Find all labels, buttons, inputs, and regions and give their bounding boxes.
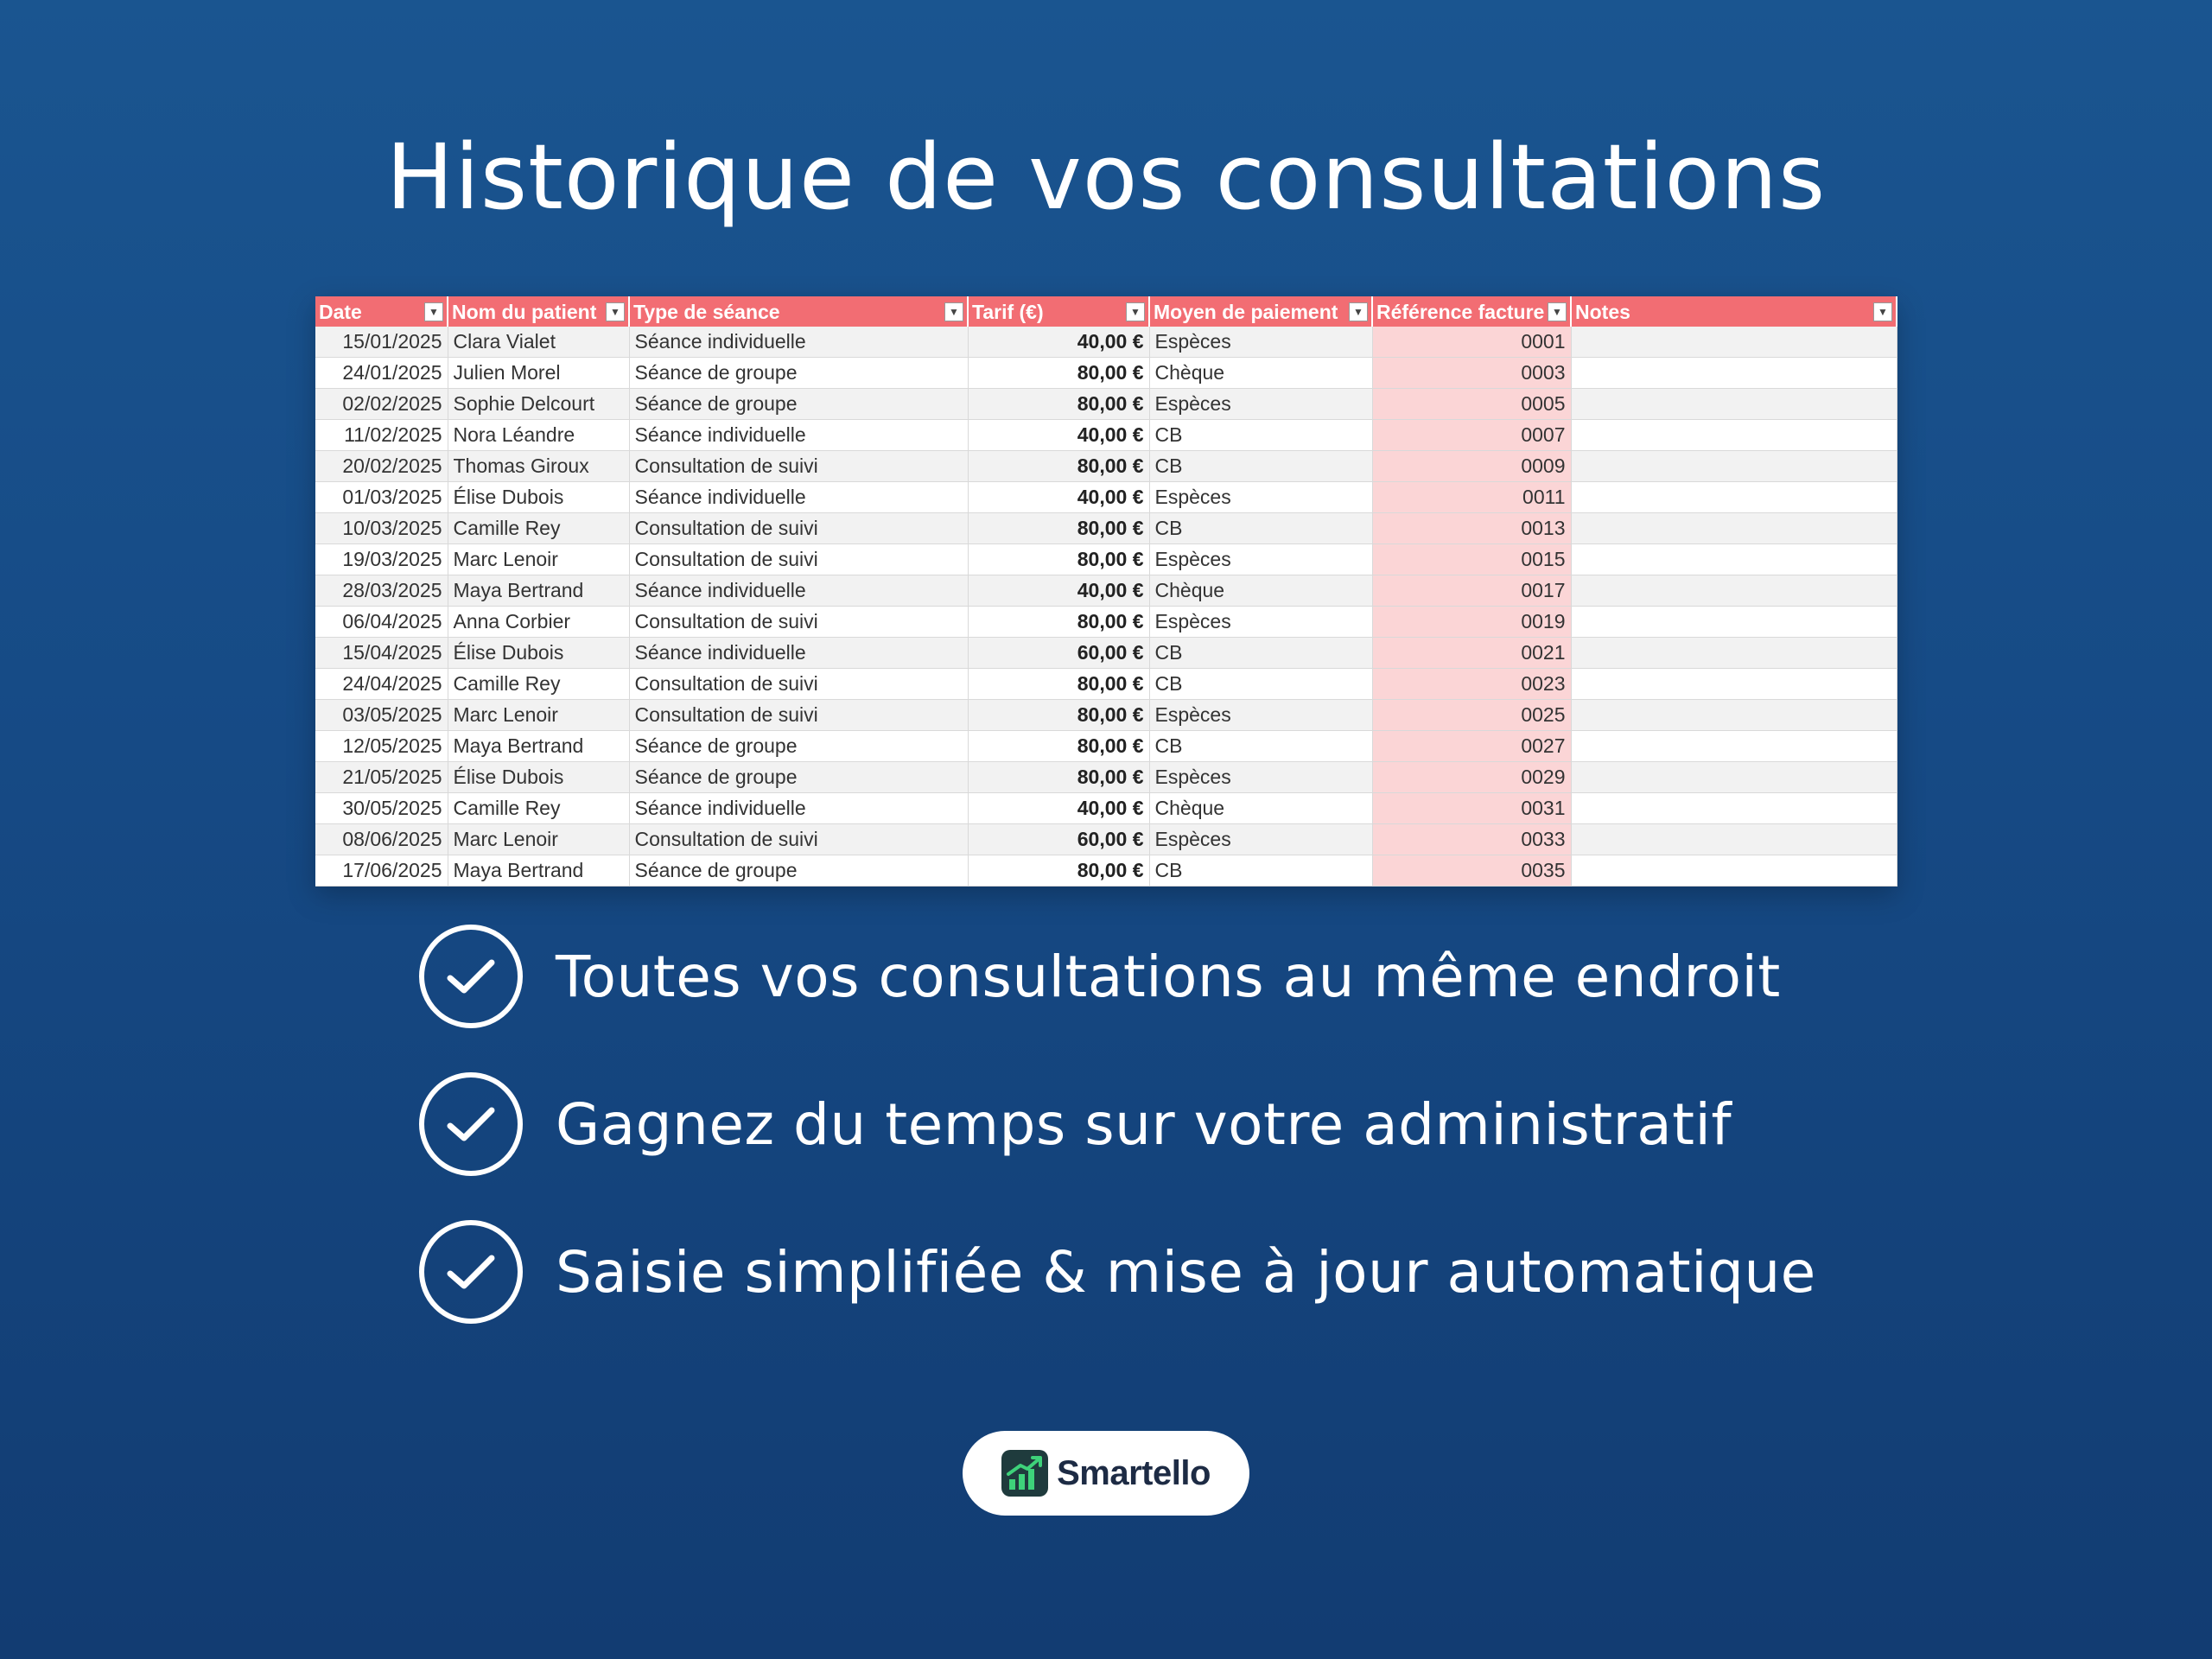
cell-ref[interactable]: 0009	[1372, 451, 1571, 482]
cell-ref[interactable]: 0005	[1372, 389, 1571, 420]
feature-item	[419, 920, 1816, 1033]
cell-type[interactable]: Séance de groupe	[629, 358, 968, 389]
column-header-type	[629, 296, 968, 327]
cell-tarif[interactable]: 80,00 €	[968, 513, 1149, 544]
cell-tarif[interactable]: 60,00 €	[968, 824, 1149, 855]
cell-date[interactable]: 24/04/2025	[315, 669, 448, 700]
cell-payment[interactable]: CB	[1149, 420, 1372, 451]
cell-type[interactable]: Consultation de suivi	[629, 669, 968, 700]
cell-notes[interactable]	[1571, 358, 1897, 389]
cell-ref[interactable]: 0033	[1372, 824, 1571, 855]
cell-tarif[interactable]: 40,00 €	[968, 482, 1149, 513]
consultations-table	[315, 296, 1897, 887]
cell-patient[interactable]: Maya Bertrand	[448, 731, 629, 762]
cell-payment[interactable]: CB	[1149, 513, 1372, 544]
cell-date[interactable]: 10/03/2025	[315, 513, 448, 544]
header-label: Référence facture	[1376, 300, 1545, 323]
feature-item	[419, 1068, 1816, 1180]
cell-date[interactable]: 06/04/2025	[315, 607, 448, 638]
cell-patient[interactable]: Élise Dubois	[448, 638, 629, 669]
cell-type[interactable]: Consultation de suivi	[629, 700, 968, 731]
cell-notes[interactable]	[1571, 575, 1897, 607]
column-header-notes	[1571, 296, 1897, 327]
cell-type[interactable]: Consultation de suivi	[629, 451, 968, 482]
spreadsheet	[315, 296, 1897, 887]
header-row	[315, 296, 1897, 327]
table-row	[315, 700, 1897, 731]
cell-notes[interactable]	[1571, 389, 1897, 420]
column-header-patient	[448, 296, 629, 327]
cell-date[interactable]: 12/05/2025	[315, 731, 448, 762]
cell-ref[interactable]: 0035	[1372, 855, 1571, 887]
column-header-tarif	[968, 296, 1149, 327]
cell-ref[interactable]: 0031	[1372, 793, 1571, 824]
cell-payment[interactable]: CB	[1149, 638, 1372, 669]
brand-badge	[963, 1431, 1249, 1516]
cell-payment[interactable]: Espèces	[1149, 327, 1372, 358]
cell-payment[interactable]: Espèces	[1149, 700, 1372, 731]
brand-name: Smartello	[1057, 1453, 1211, 1492]
cell-tarif[interactable]: 40,00 €	[968, 575, 1149, 607]
cell-payment[interactable]: Espèces	[1149, 762, 1372, 793]
cell-date[interactable]: 19/03/2025	[315, 544, 448, 575]
column-header-payment	[1149, 296, 1372, 327]
cell-ref[interactable]: 0029	[1372, 762, 1571, 793]
cell-ref[interactable]: 0011	[1372, 482, 1571, 513]
cell-tarif[interactable]: 80,00 €	[968, 855, 1149, 887]
cell-type[interactable]: Séance individuelle	[629, 793, 968, 824]
cell-notes[interactable]	[1571, 762, 1897, 793]
cell-patient[interactable]: Clara Vialet	[448, 327, 629, 358]
table-body	[315, 327, 1897, 887]
cell-type[interactable]: Consultation de suivi	[629, 513, 968, 544]
table-row	[315, 451, 1897, 482]
cell-ref[interactable]: 0001	[1372, 327, 1571, 358]
cell-payment[interactable]: Espèces	[1149, 482, 1372, 513]
cell-patient[interactable]: Camille Rey	[448, 513, 629, 544]
header-label: Type de séance	[633, 300, 780, 323]
table-row	[315, 327, 1897, 358]
cell-tarif[interactable]: 80,00 €	[968, 607, 1149, 638]
cell-tarif[interactable]: 40,00 €	[968, 327, 1149, 358]
cell-tarif[interactable]: 80,00 €	[968, 358, 1149, 389]
cell-notes[interactable]	[1571, 793, 1897, 824]
cell-patient[interactable]: Camille Rey	[448, 793, 629, 824]
cell-date[interactable]: 01/03/2025	[315, 482, 448, 513]
column-header-date	[315, 296, 448, 327]
page-title: Historique de vos consultations	[385, 124, 1827, 230]
feature-item	[419, 1216, 1816, 1328]
cell-payment[interactable]: Espèces	[1149, 607, 1372, 638]
cell-date[interactable]: 15/01/2025	[315, 327, 448, 358]
bar-chart-growth-icon	[1001, 1450, 1048, 1497]
cell-notes[interactable]	[1571, 669, 1897, 700]
table-row	[315, 824, 1897, 855]
cell-payment[interactable]: CB	[1149, 731, 1372, 762]
cell-patient[interactable]: Maya Bertrand	[448, 575, 629, 607]
filter-dropdown-icon[interactable]: ▼	[1873, 302, 1892, 321]
table-row	[315, 669, 1897, 700]
table-row	[315, 607, 1897, 638]
cell-ref[interactable]: 0015	[1372, 544, 1571, 575]
cell-payment[interactable]: Chèque	[1149, 793, 1372, 824]
cell-type[interactable]: Séance individuelle	[629, 638, 968, 669]
cell-type[interactable]: Consultation de suivi	[629, 544, 968, 575]
check-circle-icon	[419, 1072, 523, 1176]
table-row	[315, 482, 1897, 513]
cell-date[interactable]: 28/03/2025	[315, 575, 448, 607]
cell-notes[interactable]	[1571, 513, 1897, 544]
cell-ref[interactable]: 0007	[1372, 420, 1571, 451]
cell-type[interactable]: Séance de groupe	[629, 855, 968, 887]
cell-notes[interactable]	[1571, 700, 1897, 731]
cell-payment[interactable]: CB	[1149, 855, 1372, 887]
cell-type[interactable]: Consultation de suivi	[629, 824, 968, 855]
cell-patient[interactable]: Élise Dubois	[448, 482, 629, 513]
cell-date[interactable]: 02/02/2025	[315, 389, 448, 420]
cell-ref[interactable]: 0025	[1372, 700, 1571, 731]
cell-tarif[interactable]: 80,00 €	[968, 389, 1149, 420]
cell-date[interactable]: 08/06/2025	[315, 824, 448, 855]
cell-type[interactable]: Séance de groupe	[629, 731, 968, 762]
cell-date[interactable]: 17/06/2025	[315, 855, 448, 887]
cell-patient[interactable]: Anna Corbier	[448, 607, 629, 638]
filter-dropdown-icon[interactable]: ▼	[1349, 302, 1368, 321]
cell-type[interactable]: Séance individuelle	[629, 482, 968, 513]
cell-date[interactable]: 20/02/2025	[315, 451, 448, 482]
cell-payment[interactable]: Espèces	[1149, 389, 1372, 420]
cell-date[interactable]: 15/04/2025	[315, 638, 448, 669]
cell-date[interactable]: 24/01/2025	[315, 358, 448, 389]
cell-ref[interactable]: 0027	[1372, 731, 1571, 762]
cell-patient[interactable]: Élise Dubois	[448, 762, 629, 793]
sort-filter-icon[interactable]: ▼	[424, 302, 443, 321]
header-label: Notes	[1575, 300, 1630, 323]
feature-text: Gagnez du temps sur votre administratif	[556, 1090, 1732, 1158]
cell-payment[interactable]: Chèque	[1149, 358, 1372, 389]
feature-text: Toutes vos consultations au même endroit	[556, 943, 1781, 1010]
cell-patient[interactable]: Camille Rey	[448, 669, 629, 700]
cell-notes[interactable]	[1571, 327, 1897, 358]
cell-ref[interactable]: 0013	[1372, 513, 1571, 544]
cell-type[interactable]: Séance individuelle	[629, 575, 968, 607]
cell-notes[interactable]	[1571, 607, 1897, 638]
cell-patient[interactable]: Marc Lenoir	[448, 700, 629, 731]
table-row	[315, 793, 1897, 824]
filter-dropdown-icon[interactable]: ▼	[1548, 302, 1567, 321]
cell-date[interactable]: 30/05/2025	[315, 793, 448, 824]
cell-tarif[interactable]: 80,00 €	[968, 731, 1149, 762]
header-label: Nom du patient	[452, 300, 597, 323]
table-row	[315, 389, 1897, 420]
cell-tarif[interactable]: 60,00 €	[968, 638, 1149, 669]
table-row	[315, 731, 1897, 762]
cell-patient[interactable]: Sophie Delcourt	[448, 389, 629, 420]
cell-payment[interactable]: Espèces	[1149, 544, 1372, 575]
cell-date[interactable]: 11/02/2025	[315, 420, 448, 451]
cell-notes[interactable]	[1571, 731, 1897, 762]
cell-ref[interactable]: 0003	[1372, 358, 1571, 389]
cell-patient[interactable]: Thomas Giroux	[448, 451, 629, 482]
cell-date[interactable]: 21/05/2025	[315, 762, 448, 793]
table-row	[315, 420, 1897, 451]
cell-payment[interactable]: CB	[1149, 451, 1372, 482]
cell-notes[interactable]	[1571, 855, 1897, 887]
cell-patient[interactable]: Marc Lenoir	[448, 544, 629, 575]
check-circle-icon	[419, 1220, 523, 1324]
cell-notes[interactable]	[1571, 420, 1897, 451]
cell-tarif[interactable]: 80,00 €	[968, 700, 1149, 731]
table-row	[315, 575, 1897, 607]
feature-list	[419, 920, 1816, 1363]
cell-type[interactable]: Séance de groupe	[629, 762, 968, 793]
header-label: Tarif (€)	[972, 300, 1044, 323]
cell-payment[interactable]: CB	[1149, 669, 1372, 700]
cell-notes[interactable]	[1571, 482, 1897, 513]
cell-tarif[interactable]: 80,00 €	[968, 544, 1149, 575]
cell-notes[interactable]	[1571, 451, 1897, 482]
filter-dropdown-icon[interactable]: ▼	[606, 302, 625, 321]
table-row	[315, 513, 1897, 544]
cell-tarif[interactable]: 80,00 €	[968, 762, 1149, 793]
cell-notes[interactable]	[1571, 544, 1897, 575]
filter-dropdown-icon[interactable]: ▼	[1126, 302, 1145, 321]
header-label: Moyen de paiement	[1154, 300, 1338, 323]
check-circle-icon	[419, 925, 523, 1028]
header-label: Date	[319, 300, 362, 323]
cell-ref[interactable]: 0021	[1372, 638, 1571, 669]
cell-tarif[interactable]: 40,00 €	[968, 420, 1149, 451]
cell-patient[interactable]: Marc Lenoir	[448, 824, 629, 855]
table-row	[315, 358, 1897, 389]
feature-text: Saisie simplifiée & mise à jour automatique	[556, 1238, 1816, 1306]
cell-date[interactable]: 03/05/2025	[315, 700, 448, 731]
column-header-reference	[1372, 296, 1571, 327]
cell-type[interactable]: Séance individuelle	[629, 420, 968, 451]
cell-tarif[interactable]: 80,00 €	[968, 451, 1149, 482]
table-row	[315, 544, 1897, 575]
filter-dropdown-icon[interactable]: ▼	[944, 302, 963, 321]
cell-tarif[interactable]: 40,00 €	[968, 793, 1149, 824]
table-row	[315, 762, 1897, 793]
cell-notes[interactable]	[1571, 638, 1897, 669]
cell-patient[interactable]: Nora Léandre	[448, 420, 629, 451]
cell-type[interactable]: Séance individuelle	[629, 327, 968, 358]
table-row	[315, 855, 1897, 887]
cell-ref[interactable]: 0023	[1372, 669, 1571, 700]
cell-tarif[interactable]: 80,00 €	[968, 669, 1149, 700]
cell-type[interactable]: Séance de groupe	[629, 389, 968, 420]
cell-patient[interactable]: Julien Morel	[448, 358, 629, 389]
cell-ref[interactable]: 0019	[1372, 607, 1571, 638]
cell-notes[interactable]	[1571, 824, 1897, 855]
cell-payment[interactable]: Espèces	[1149, 824, 1372, 855]
cell-payment[interactable]: Chèque	[1149, 575, 1372, 607]
cell-ref[interactable]: 0017	[1372, 575, 1571, 607]
table-row	[315, 638, 1897, 669]
cell-type[interactable]: Consultation de suivi	[629, 607, 968, 638]
cell-patient[interactable]: Maya Bertrand	[448, 855, 629, 887]
